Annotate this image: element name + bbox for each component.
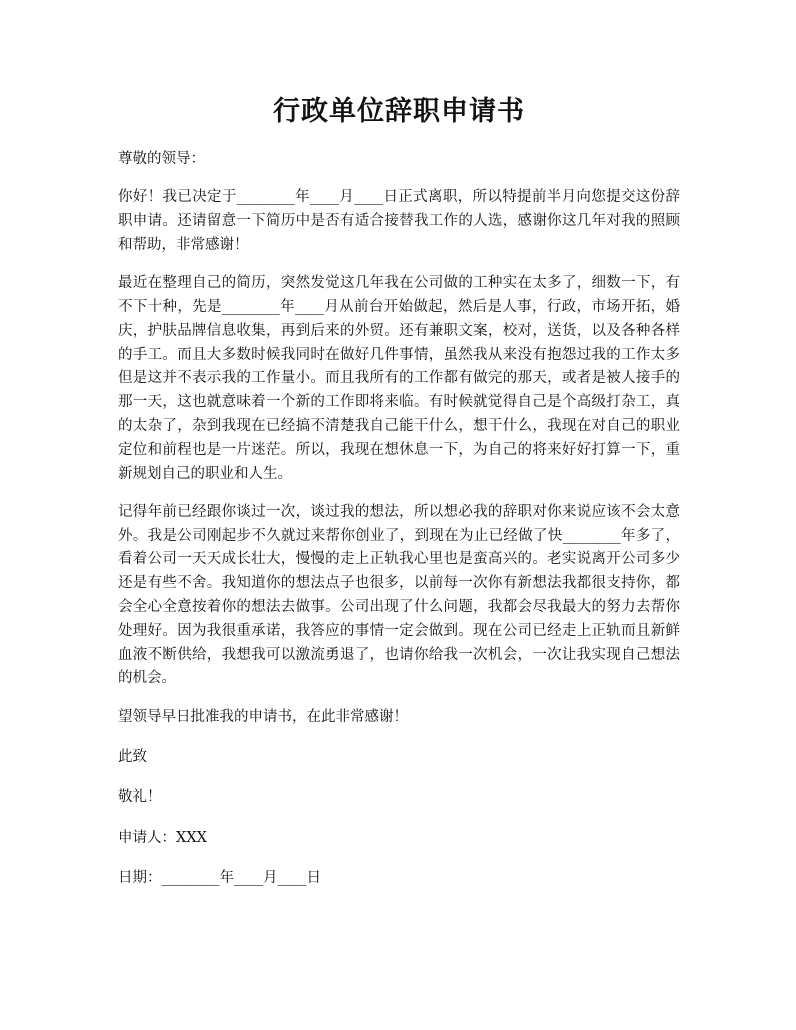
applicant-line: 申请人：XXX	[118, 829, 207, 846]
date-line: 日期：________年____月____日	[118, 869, 321, 886]
paragraph-work-history: 最近在整理自己的简历，突然发觉这几年我在公司做的工种实在太多了，细数一下，有不下十种，先是________年____月从前台开始做起，然后是人事，行政，市场开拓，婚庆，护肤品牌信息收集，再到后来的外贸。还有兼职文案，校对，送货，以及各种各样的手工。而且大多数时候我同时在做好几件事情，虽然我从来没有抱怨过我的工作太多但是这并不表示我的工作量小。而且我所有的工作都有做完的那天，或者是被人接手的那一天，这也就意味着一个新的工作即将来临。有时候就觉得自己是个高级打杂工，真的太杂了，杂到我现在已经搞不清楚我自己能干什么，想干什么，我现在对自己的职业定位和前程也是一片迷茫。所以，我现在想休息一下，为自己的将来好好打算一下，重新规划自己的职业和人生。	[118, 275, 680, 482]
paragraph-reasons: 记得年前已经跟你谈过一次，谈过我的想法，所以想必我的辞职对你来说应该不会太意外。我是公司刚起步不久就过来帮你创业了，到现在为止已经做了快________年多了，看着公司一天天成长壮大，慢慢的走上正轨我心里也是蛮高兴的。老实说离开公司多少还是有些不舍。我知道你的想法点子也很多，以前每一次你有新想法我都很支持你，都会全心全意按着你的想法去做事。公司出现了什么问题，我都会尽我最大的努力去帮你处理好。因为我很重承诺，我答应的事情一定会做到。现在公司已经走上正轨而且新鲜血液不断供给，我想我可以激流勇退了，也请你给我一次机会，一次让我实现自己想法的机会。	[118, 503, 680, 687]
paragraph-intro: 你好！我已决定于________年____月____日正式离职，所以特提前半月向您提交这份辞职申请。还请留意一下简历中是否有适合接替我工作的人选，感谢你这几年对我的照顾和帮助，非常感谢！	[118, 189, 680, 253]
closing-line-1: 此致	[118, 749, 147, 766]
closing-line-2: 敬礼！	[118, 789, 162, 806]
document-title: 行政单位辞职申请书	[273, 96, 525, 127]
salutation: 尊敬的领导：	[118, 151, 205, 167]
document-body	[118, 148, 680, 907]
paragraph-request: 望领导早日批准我的申请书，在此非常感谢！	[118, 708, 408, 725]
